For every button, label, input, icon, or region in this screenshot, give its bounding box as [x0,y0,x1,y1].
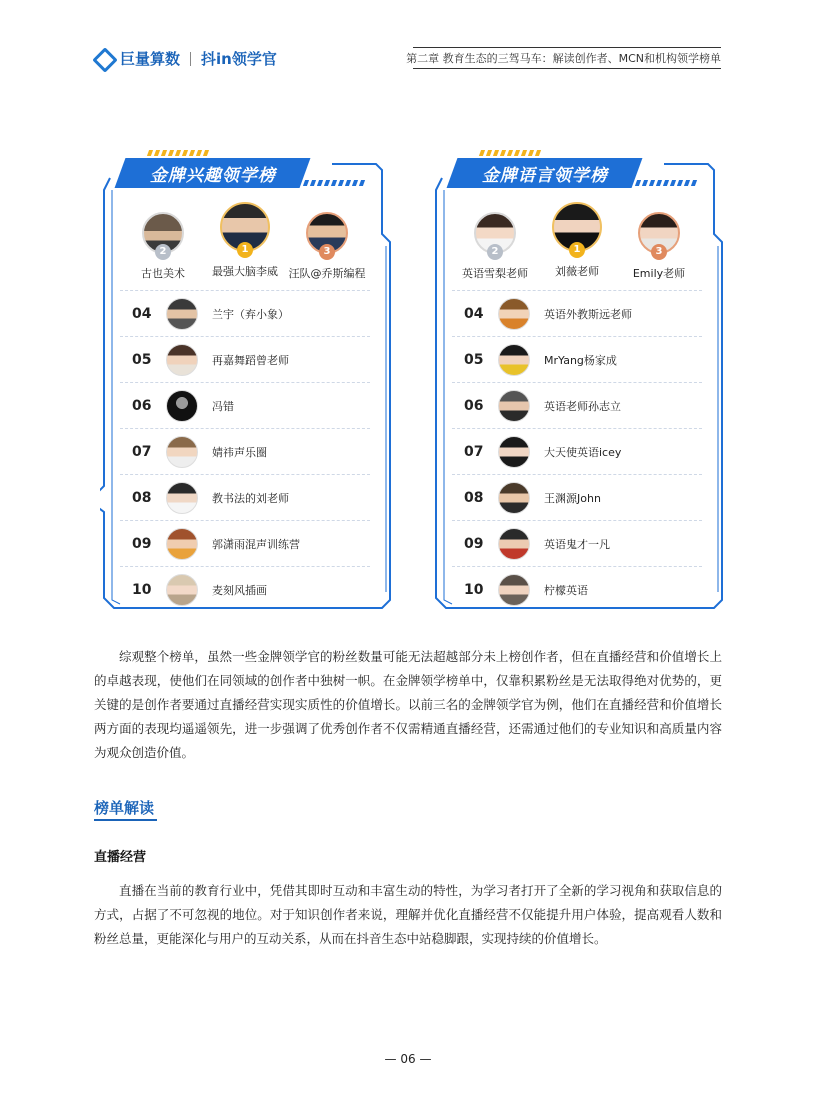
logo-divider [190,52,191,66]
rank-number: 04 [132,305,152,322]
gold-medal-icon: 1 [237,242,253,258]
list-item [120,336,370,382]
top3-second [450,212,540,281]
avatar [166,298,198,330]
creator-name: 英语外教斯远老师 [544,307,632,321]
logo-text-douyin: 抖in领学官 [201,50,277,68]
avatar [498,436,530,468]
creator-name: MrYang杨家成 [544,353,617,367]
bronze-medal-icon: 3 [319,244,335,260]
rank-number: 08 [464,489,484,506]
list-item [452,428,702,474]
top3-name: 古也美术 [141,267,185,280]
rank-number: 09 [132,535,152,552]
top3-name: Emily老师 [632,267,686,280]
top3-third [282,212,372,281]
list-item [452,382,702,428]
avatar [166,436,198,468]
avatar [142,212,184,257]
rank-list [452,290,702,612]
title-stripes-blue [304,180,364,186]
paragraph-text: 直播在当前的教育行业中，凭借其即时互动和丰富生动的特性，为学习者打开了全新的学习视角和获取信息的方式，占据了不可忽视的地位。对于知识创作者来说，理解并优化直播经营不仅能提升用户体验，提高观看人数和粉丝总量，更能深化与用户的互动关系，从而在抖音生态中站稳脚跟，实现持续的价值增长。 [94,883,722,946]
chapter-title: 第二章 教育生态的三驾马车：解读创作者、MCN和机构领学榜单 [406,52,721,65]
creator-name: 再嘉舞蹈曾老师 [212,353,289,367]
list-item [452,290,702,336]
section-underline [94,819,157,821]
creator-name: 英语鬼才一凡 [544,537,610,551]
bronze-medal-icon: 3 [651,244,667,260]
chapter-rule-top [413,47,721,48]
top3-first [532,202,622,279]
top3-first [200,202,290,279]
rank-number: 06 [132,397,152,414]
rank-number: 05 [464,351,484,368]
avatar [498,528,530,560]
creator-name: 婧祎声乐圈 [212,445,267,459]
top3-name: 刘薇老师 [555,265,599,278]
top3-name: 英语雪梨老师 [462,267,528,280]
title-stripes-blue [636,180,696,186]
list-item [452,566,702,612]
chapter-rule [413,68,721,69]
board-interest [100,150,392,610]
board-title: 金牌兴趣领学榜 [149,165,276,186]
avatar [166,574,198,606]
list-item [120,474,370,520]
avatar [498,344,530,376]
avatar [166,482,198,514]
board-title-box [447,158,643,188]
rank-number: 06 [464,397,484,414]
title-stripes [480,150,540,156]
top3-podium [100,200,392,285]
board-title: 金牌语言领学榜 [481,165,608,186]
rank-number: 10 [464,581,484,598]
list-item [120,566,370,612]
creator-name: 王渊源John [544,491,601,505]
summary-paragraph [94,645,722,765]
rank-list [120,290,370,612]
list-item [452,336,702,382]
creator-name: 郭潇雨混声训练营 [212,537,300,551]
creator-name: 柠檬英语 [544,583,588,597]
logo-text-juliang: 巨量算数 [120,50,181,68]
top3-podium [432,200,724,285]
silver-medal-icon: 2 [487,244,503,260]
top3-name: 汪队@乔斯编程 [288,267,366,280]
avatar [498,482,530,514]
avatar [474,212,516,257]
list-item [120,520,370,566]
rank-number: 07 [464,443,484,460]
rank-number: 05 [132,351,152,368]
rank-number: 07 [132,443,152,460]
creator-name: 兰宇（弃小象） [212,307,289,321]
avatar [552,202,602,255]
top3-third [614,212,704,281]
gold-medal-icon: 1 [569,242,585,258]
creator-name: 冯错 [212,399,234,413]
avatar [498,574,530,606]
avatar [166,344,198,376]
logo [94,48,277,69]
creator-name: 英语老师孙志立 [544,399,621,413]
page-number: — 06 — [384,1052,432,1066]
avatar [498,390,530,422]
list-item [452,474,702,520]
creator-name: 麦刻风插画 [212,583,267,597]
board-language [432,150,724,610]
silver-medal-icon: 2 [155,244,171,260]
live-paragraph [94,879,722,951]
avatar [166,390,198,422]
creator-name: 大天使英语icey [544,445,622,459]
rank-number: 08 [132,489,152,506]
paragraph-text: 综观整个榜单，虽然一些金牌领学官的粉丝数量可能无法超越部分未上榜创作者，但在直播经营和价值增长上的卓越表现，使他们在同领域的创作者中独树一帜。在金牌领学榜单中，仅靠积累粉丝是无法取得绝对优势的，更关键的是创作者要通过直播经营实现实质性的价值增长。以前三名的金牌领学官为例，他们在直播经营和价值增长两方面的表现均遥遥领先，进一步强调了优秀创作者不仅需精通直播经营，还需通过他们的专业知识和高质量内容为观众创造价值。 [94,649,722,760]
top3-second [118,212,208,281]
board-title-box [115,158,311,188]
creator-name: 教书法的刘老师 [212,491,289,505]
list-item [120,290,370,336]
title-stripes [148,150,208,156]
avatar [306,212,348,257]
avatar [166,528,198,560]
page-header [0,0,816,80]
list-item [120,428,370,474]
avatar [498,298,530,330]
rank-number: 04 [464,305,484,322]
section-title: 榜单解读 [94,799,155,817]
sub-title: 直播经营 [94,850,147,865]
avatar [220,202,270,255]
rank-number: 10 [132,581,152,598]
list-item [452,520,702,566]
list-item [120,382,370,428]
juliang-logo-icon [94,49,114,69]
rank-number: 09 [464,535,484,552]
top3-name: 最强大脑李威 [212,265,278,278]
avatar [638,212,680,257]
